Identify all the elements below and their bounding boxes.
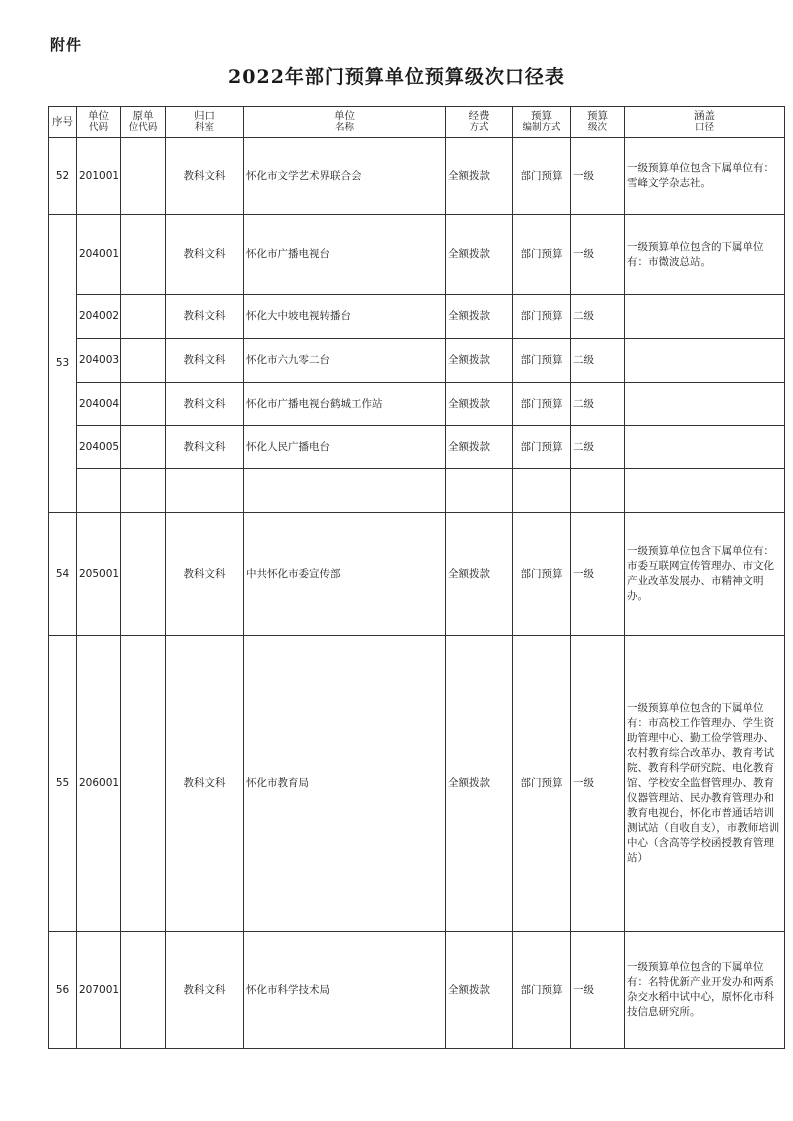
method-cell: 部门预算 <box>513 138 571 215</box>
old-code-cell <box>121 469 166 513</box>
level-cell: 二级 <box>571 383 625 426</box>
funding-cell: 全额拨款 <box>446 138 513 215</box>
seq-cell: 53 <box>49 215 77 513</box>
table-row <box>49 383 785 426</box>
method-cell: 部门预算 <box>513 383 571 426</box>
method-cell: 部门预算 <box>513 339 571 383</box>
level-cell: 二级 <box>571 426 625 469</box>
header-unit-name: 单位 名称 <box>244 107 446 138</box>
dept-cell: 教科文科 <box>166 215 244 295</box>
header-dept: 归口 科室 <box>166 107 244 138</box>
budget-level-table <box>48 106 785 1049</box>
old-code-cell <box>121 383 166 426</box>
unit-code-cell: 204004 <box>77 383 121 426</box>
old-code-cell <box>121 513 166 636</box>
level-cell: 一级 <box>571 513 625 636</box>
method-cell: 部门预算 <box>513 636 571 932</box>
coverage-cell: 一级预算单位包含的下属单位有：市微波总站。 <box>625 215 785 295</box>
funding-cell: 全额拨款 <box>446 215 513 295</box>
header-unit-code: 单位 代码 <box>77 107 121 138</box>
unit-code-cell: 205001 <box>77 513 121 636</box>
funding-cell: 全额拨款 <box>446 932 513 1049</box>
seq-cell: 52 <box>49 138 77 215</box>
unit-name-cell: 怀化市广播电视台 <box>244 215 446 295</box>
old-code-cell <box>121 932 166 1049</box>
dept-cell: 教科文科 <box>166 339 244 383</box>
old-code-cell <box>121 215 166 295</box>
table-row <box>49 469 785 513</box>
unit-code-cell: 204005 <box>77 426 121 469</box>
funding-cell: 全额拨款 <box>446 295 513 339</box>
unit-code-cell: 207001 <box>77 932 121 1049</box>
unit-name-cell: 怀化市教育局 <box>244 636 446 932</box>
level-cell <box>571 469 625 513</box>
level-cell: 二级 <box>571 339 625 383</box>
coverage-cell: 一级预算单位包含的下属单位有：名特优新产业开发办和两系杂交水稻中试中心，原怀化市科技信息研究所。 <box>625 932 785 1049</box>
unit-name-cell: 怀化人民广播电台 <box>244 426 446 469</box>
old-code-cell <box>121 426 166 469</box>
unit-name-cell: 怀化市科学技术局 <box>244 932 446 1049</box>
unit-name-cell: 怀化市文学艺术界联合会 <box>244 138 446 215</box>
coverage-cell <box>625 426 785 469</box>
old-code-cell <box>121 339 166 383</box>
seq-cell: 55 <box>49 636 77 932</box>
method-cell: 部门预算 <box>513 513 571 636</box>
unit-code-cell <box>77 469 121 513</box>
unit-code-cell: 204002 <box>77 295 121 339</box>
seq-cell: 54 <box>49 513 77 636</box>
table-row <box>49 513 785 636</box>
funding-cell <box>446 469 513 513</box>
table-row <box>49 215 785 295</box>
coverage-cell <box>625 339 785 383</box>
header-row <box>49 107 785 138</box>
method-cell: 部门预算 <box>513 215 571 295</box>
old-code-cell <box>121 636 166 932</box>
unit-code-cell: 204001 <box>77 215 121 295</box>
table-row <box>49 636 785 932</box>
page-title: 2022年部门预算单位预算级次口径表 <box>228 66 565 88</box>
dept-cell: 教科文科 <box>166 383 244 426</box>
header-old-code: 原单 位代码 <box>121 107 166 138</box>
coverage-cell <box>625 295 785 339</box>
level-cell: 一级 <box>571 138 625 215</box>
dept-cell: 教科文科 <box>166 513 244 636</box>
level-cell: 一级 <box>571 636 625 932</box>
coverage-cell <box>625 383 785 426</box>
dept-cell: 教科文科 <box>166 138 244 215</box>
table-row <box>49 339 785 383</box>
unit-code-cell: 204003 <box>77 339 121 383</box>
header-method: 预算 编制方式 <box>513 107 571 138</box>
coverage-cell: 一级预算单位包含的下属单位有：市高校工作管理办、学生资助管理中心、勤工俭学管理办、农村教育综合改革办、教育考试院、教育科学研究院、电化教育馆、学校安全监督管理办、教育仪器管理站、民办教育管理办和教育电视台，怀化市普通话培训测试站（自收自支），市教师培训中心（含高等学校函授教育管理站） <box>625 636 785 932</box>
unit-name-cell <box>244 469 446 513</box>
coverage-cell: 一级预算单位包含下属单位有：雪峰文学杂志社。 <box>625 138 785 215</box>
old-code-cell <box>121 138 166 215</box>
dept-cell <box>166 469 244 513</box>
funding-cell: 全额拨款 <box>446 513 513 636</box>
attachment-label: 附件 <box>50 36 83 54</box>
dept-cell: 教科文科 <box>166 636 244 932</box>
method-cell: 部门预算 <box>513 932 571 1049</box>
funding-cell: 全额拨款 <box>446 383 513 426</box>
method-cell <box>513 469 571 513</box>
coverage-cell <box>625 469 785 513</box>
old-code-cell <box>121 295 166 339</box>
funding-cell: 全额拨款 <box>446 339 513 383</box>
table-row <box>49 932 785 1049</box>
level-cell: 一级 <box>571 932 625 1049</box>
unit-name-cell: 怀化大中坡电视转播台 <box>244 295 446 339</box>
method-cell: 部门预算 <box>513 295 571 339</box>
dept-cell: 教科文科 <box>166 932 244 1049</box>
funding-cell: 全额拨款 <box>446 636 513 932</box>
unit-name-cell: 怀化市广播电视台鹤城工作站 <box>244 383 446 426</box>
table-row <box>49 295 785 339</box>
level-cell: 一级 <box>571 215 625 295</box>
level-cell: 二级 <box>571 295 625 339</box>
unit-name-cell: 怀化市六九零二台 <box>244 339 446 383</box>
unit-code-cell: 201001 <box>77 138 121 215</box>
seq-cell: 56 <box>49 932 77 1049</box>
funding-cell: 全额拨款 <box>446 426 513 469</box>
header-seq: 序号 <box>49 107 77 138</box>
header-coverage: 涵盖 口径 <box>625 107 785 138</box>
header-funding: 经费 方式 <box>446 107 513 138</box>
method-cell: 部门预算 <box>513 426 571 469</box>
header-level: 预算 级次 <box>571 107 625 138</box>
unit-name-cell: 中共怀化市委宣传部 <box>244 513 446 636</box>
unit-code-cell: 206001 <box>77 636 121 932</box>
coverage-cell: 一级预算单位包含下属单位有：市委互联网宣传管理办、市文化产业改革发展办、市精神文明办。 <box>625 513 785 636</box>
dept-cell: 教科文科 <box>166 295 244 339</box>
table-row <box>49 426 785 469</box>
dept-cell: 教科文科 <box>166 426 244 469</box>
table-row <box>49 138 785 215</box>
